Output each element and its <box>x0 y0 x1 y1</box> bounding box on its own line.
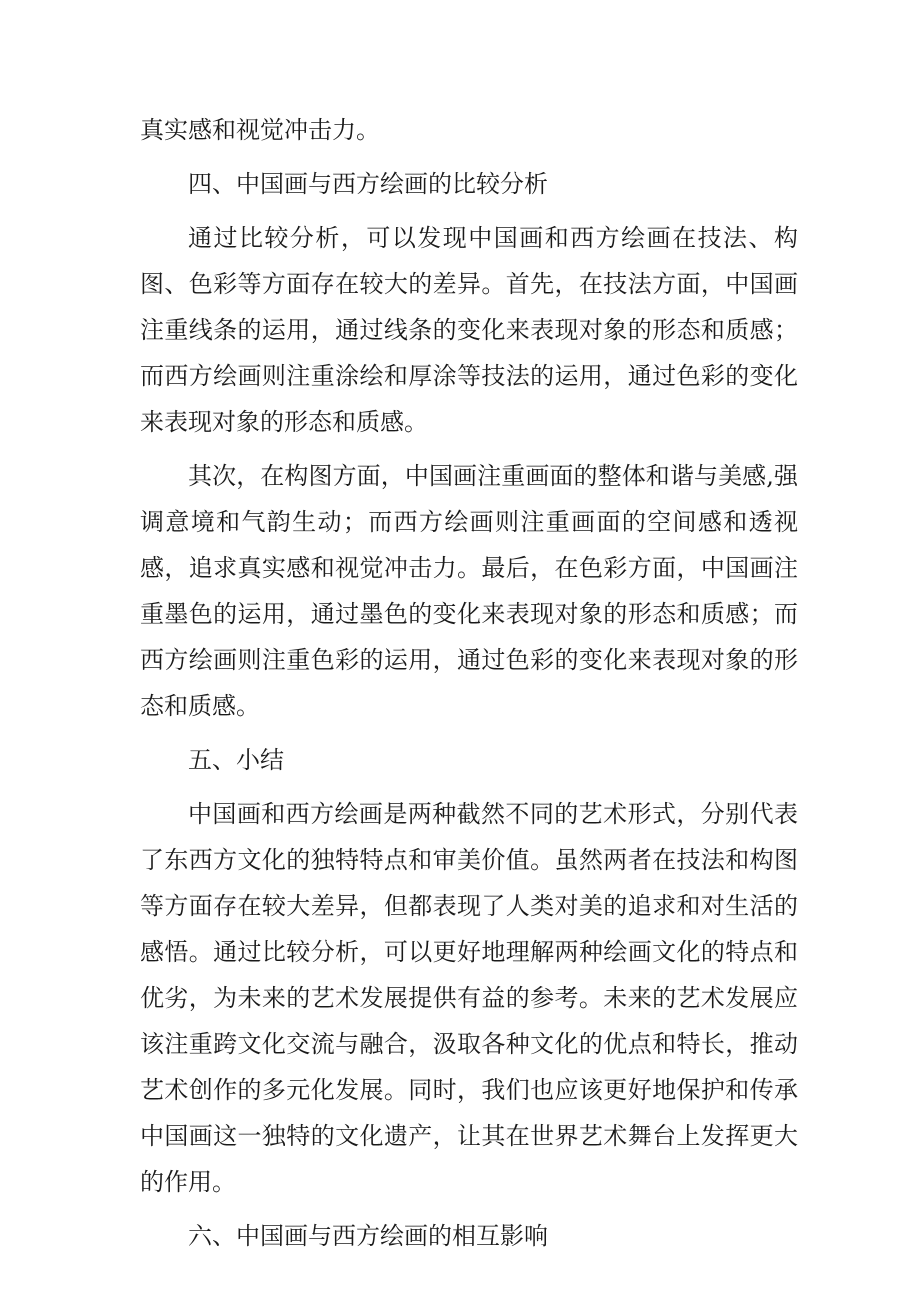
section-heading-summary: 五、小结 <box>188 746 284 774</box>
document-body <box>140 107 798 1259</box>
section-heading-comparison: 四、中国画与西方绘画的比较分析 <box>188 170 548 198</box>
paragraph-composition-color: 其次，在构图方面，中国画注重画面的整体和谐与美感,强调意境和气韵生动；而西方绘画则注重画面的空间感和透视感，追求真实感和视觉冲击力。最后，在色彩方面，中国画注重墨色的运用，通过墨色的变化来表现对象的形态和质感；而西方绘画则注重色彩的运用，通过色彩的变化来表现对象的形态和质感。 <box>140 462 798 720</box>
paragraph-technique: 通过比较分析，可以发现中国画和西方绘画在技法、构图、色彩等方面存在较大的差异。首先，在技法方面，中国画注重线条的运用，通过线条的变化来表现对象的形态和质感；而西方绘画则注重涂绘和厚涂等技法的运用，通过色彩的变化来表现对象的形态和质感。 <box>140 224 798 436</box>
paragraph-continuation: 真实感和视觉冲击力。 <box>140 116 380 144</box>
paragraph-summary: 中国画和西方绘画是两种截然不同的艺术形式，分别代表了东西方文化的独特特点和审美价值。虽然两者在技法和构图等方面存在较大差异，但都表现了人类对美的追求和对生活的感悟。通过比较分析，可以更好地理解两种绘画文化的特点和优劣，为未来的艺术发展提供有益的参考。未来的艺术发展应该注重跨文化交流与融合，汲取各种文化的优点和特长，推动艺术创作的多元化发展。同时，我们也应该更好地保护和传承中国画这一独特的文化遗产，让其在世界艺术舞台上发挥更大的作用。 <box>140 800 798 1196</box>
section-heading-mutual-influence: 六、中国画与西方绘画的相互影响 <box>188 1222 548 1250</box>
